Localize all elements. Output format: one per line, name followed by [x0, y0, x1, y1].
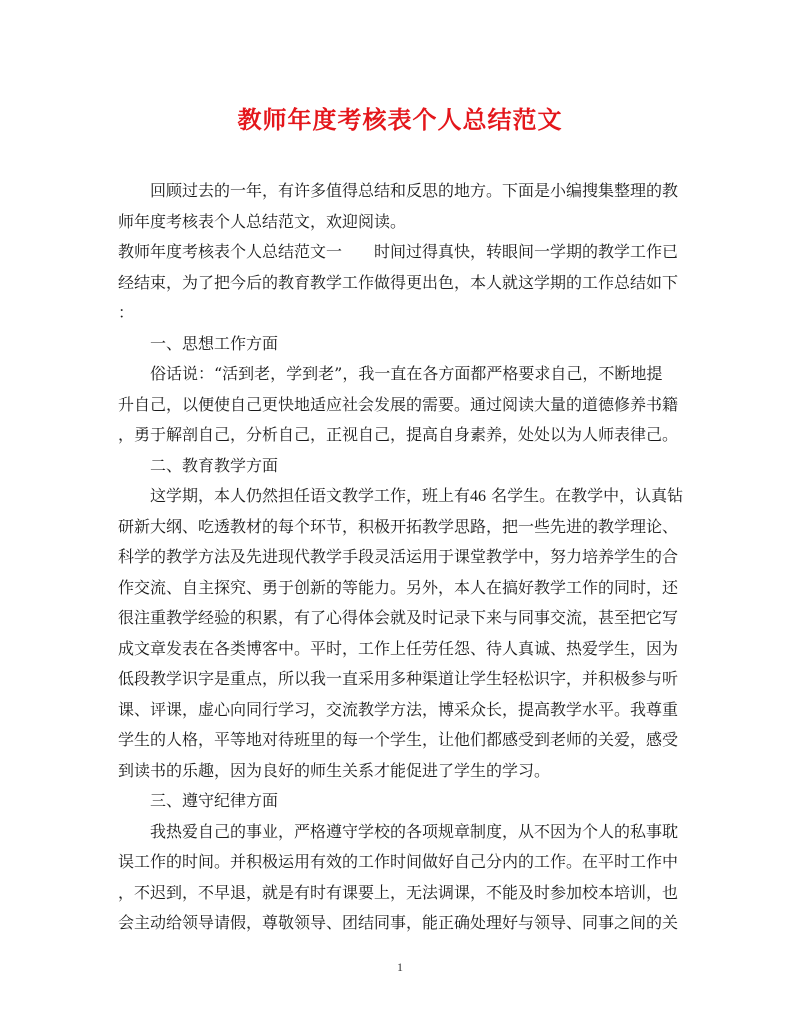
intro-line-1: 回顾过去的一年，有许多值得总结和反思的地方。下面是小编搜集整理的教 [150, 181, 679, 200]
para3-line-2: 误工作的时间。并积极运用有效的工作时间做好自己分内的工作。在平时工作中 [118, 852, 679, 871]
para3-line-3: ，不迟到，不早退，就是有时有课要上，无法调课，不能及时参加校本培训，也 [118, 882, 679, 902]
para2-line-4: 作交流、自主探究、勇于创新的等能力。另外，本人在搞好教学工作的同时，还 [118, 577, 679, 597]
section-heading-2: 二、教育教学方面 [150, 455, 279, 475]
document-body [118, 176, 683, 939]
para2-line-9: 学生的人格，平等地对待班里的每一个学生，让他们都感受到老师的关爱，感受 [118, 730, 679, 749]
para2-line-6: 成文章发表在各类博客中。平时，工作上任劳任怨、待人真诚、热爱学生，因为 [118, 638, 679, 658]
para1-line-2: 升自己，以便使自己更快地适应社会发展的需要。通过阅读大量的道德修养书籍 [118, 394, 679, 414]
para2-line-1 [118, 481, 683, 512]
para1-line-3: ，勇于解剖自己，分析自己，正视自己，提高自身素养，处处以为人师表律己。 [118, 425, 679, 444]
intro-line-2: 师年度考核表个人总结范文，欢迎阅读。 [118, 211, 407, 231]
section-heading-1: 一、思想工作方面 [150, 333, 279, 353]
para2-line-10: 到读书的乐趣，因为良好的师生关系才能促进了学生的学习。 [118, 760, 551, 780]
para3-line-1: 我热爱自己的事业，严格遵守学校的各项规章制度，从不因为个人的私事耽 [150, 821, 679, 841]
document-title: 教师年度考核表个人总结范文 [237, 105, 563, 134]
para2-text-a: 这学期，本人仍然担任语文教学工作，班上有 [150, 486, 471, 505]
sample-label: 教师年度考核表个人总结范文一 [118, 242, 343, 261]
section-heading-3: 三、遵守纪律方面 [150, 791, 279, 810]
para3-line-4: 会主动给领导请假，尊敬领导、团结同事，能正确处理好与领导、同事之间的关 [118, 913, 679, 932]
para2-text-b: 名学生。在教学中，认真钻 [491, 486, 684, 505]
sample-line-1 [118, 237, 683, 268]
sample-text-1: 时间过得真快，转眼间一学期的教学工作已 [374, 242, 679, 261]
para1-line-1: 俗话说：“活到老，学到老”，我一直在各方面都严格要求自己，不断地提 [150, 364, 663, 383]
student-count: 46 [470, 488, 487, 505]
para2-line-3: 科学的教学方法及先进现代教学手段灵活运用于课堂教学中，努力培养学生的合 [118, 547, 679, 566]
para2-line-8: 课、评课，虚心向同行学习，交流教学方法，博采众长，提高教学水平。我尊重 [118, 699, 679, 719]
sample-line-2: 经结束，为了把今后的教育教学工作做得更出色，本人就这学期的工作总结如下 [118, 272, 679, 292]
page-number: 1 [397, 960, 403, 974]
para2-line-2: 研新大纲、吃透教材的每个环节，积极开拓教学思路，把一些先进的教学理论、 [118, 516, 679, 536]
para2-line-5: 很注重教学经验的积累，有了心得体会就及时记录下来与同事交流，甚至把它写 [118, 608, 679, 627]
para2-line-7: 低段教学识字是重点，所以我一直采用多种渠道让学生轻松识字，并积极参与听 [118, 669, 679, 688]
sample-line-3: ： [118, 303, 135, 322]
